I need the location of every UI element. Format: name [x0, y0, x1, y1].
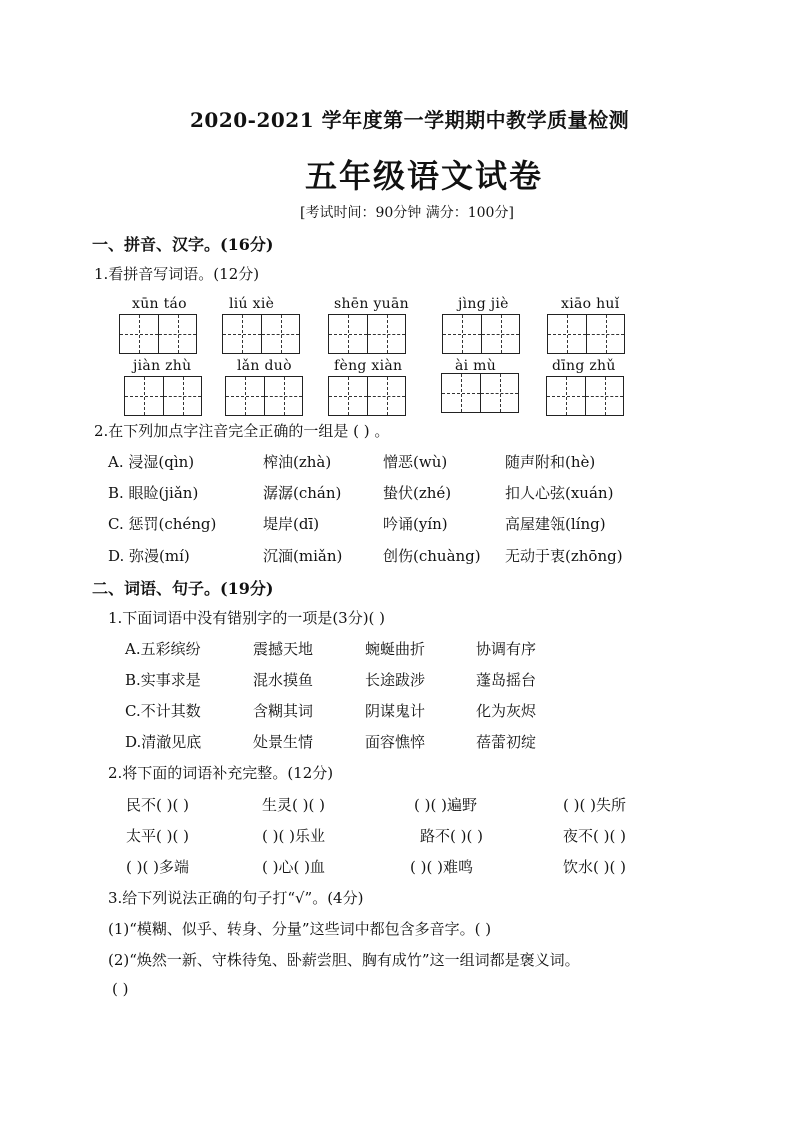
option-text: 面容憔悴 — [365, 733, 426, 751]
exam-title-line1: 2020-2021 学年度第一学期期中教学质量检测 — [190, 108, 630, 132]
fill-blank-item[interactable]: ( )( )难鸣 — [410, 858, 473, 876]
option-text: 吟诵(yín) — [383, 515, 448, 533]
judgment-item[interactable]: (2)“焕然一新、守株待兔、卧薪尝胆、胸有成竹”这一组词都是褒义词。 — [108, 951, 580, 969]
pinyin-label: jiàn zhù — [133, 358, 192, 374]
option-text: 蓓蕾初绽 — [476, 733, 537, 751]
option-text: C.不计其数 — [125, 702, 201, 720]
option-text: 化为灰烬 — [476, 702, 537, 720]
option-text: 堤岸(dī) — [263, 515, 320, 533]
option-text: D. 弥漫(mí) — [108, 547, 190, 565]
fill-blank-item[interactable]: 生灵( )( ) — [262, 796, 325, 814]
option-text: 蓬岛摇台 — [476, 671, 537, 689]
option-text: 阴谋鬼计 — [365, 702, 426, 720]
writing-box[interactable] — [225, 376, 303, 416]
option-text: 憎恶(wù) — [383, 453, 448, 471]
section2-heading: 二、词语、句子。(19分) — [92, 579, 274, 598]
option-text: 榨油(zhà) — [263, 453, 332, 471]
pinyin-label: lǎn duò — [237, 358, 292, 374]
fill-blank-item[interactable]: 夜不( )( ) — [563, 827, 626, 845]
option-text: A. 浸湿(qìn) — [108, 453, 195, 471]
s2-q3-prompt: 3.给下列说法正确的句子打“√”。(4分) — [108, 889, 364, 907]
s2-q1-prompt: 1.下面词语中没有错别字的一项是(3分)( ) — [108, 609, 386, 627]
pinyin-label: shēn yuān — [334, 296, 409, 312]
pinyin-label: jìng jiè — [458, 296, 509, 312]
fill-blank-item[interactable]: ( )( )遍野 — [414, 796, 477, 814]
answer-bracket[interactable]: ( ) — [112, 980, 129, 998]
option-text: 创伤(chuàng) — [383, 547, 481, 565]
option-text: 处景生情 — [253, 733, 314, 751]
fill-blank-item[interactable]: 太平( )( ) — [126, 827, 189, 845]
option-text: 扣人心弦(xuán) — [505, 484, 614, 502]
writing-box[interactable] — [222, 314, 300, 354]
writing-box[interactable] — [546, 376, 624, 416]
option-text: B. 眼睑(jiǎn) — [108, 484, 199, 502]
option-text: 长途跋涉 — [365, 671, 426, 689]
writing-box[interactable] — [441, 373, 519, 413]
judgment-item[interactable]: (1)“模糊、似乎、转身、分量”这些词中都包含多音字。( ) — [108, 920, 492, 938]
option-text: B.实事求是 — [125, 671, 201, 689]
option-text: 混水摸鱼 — [253, 671, 314, 689]
pinyin-label: fèng xiàn — [334, 358, 403, 374]
pinyin-label: xūn táo — [132, 296, 187, 312]
s1-q1-prompt: 1.看拼音写词语。(12分) — [94, 265, 260, 283]
option-text: 沉湎(miǎn) — [263, 547, 343, 565]
fill-blank-item[interactable]: ( )( )乐业 — [262, 827, 325, 845]
exam-title-line2: 五年级语文试卷 — [305, 157, 544, 195]
writing-box[interactable] — [119, 314, 197, 354]
writing-box[interactable] — [328, 314, 406, 354]
fill-blank-item[interactable]: ( )心( )血 — [262, 858, 325, 876]
option-text: 协调有序 — [476, 640, 537, 658]
option-text: 潺潺(chán) — [263, 484, 342, 502]
option-text: C. 惩罚(chéng) — [108, 515, 217, 533]
s2-q2-prompt: 2.将下面的词语补充完整。(12分) — [108, 764, 334, 782]
exam-info: [考试时间：90分钟 满分：100分] — [300, 205, 514, 221]
option-text: A.五彩缤纷 — [125, 640, 201, 658]
fill-blank-item[interactable]: ( )( )失所 — [563, 796, 626, 814]
option-text: 震撼天地 — [253, 640, 314, 658]
s1-q2-prompt: 2.在下列加点字注音完全正确的一组是 ( ) 。 — [94, 422, 390, 440]
writing-box[interactable] — [547, 314, 625, 354]
pinyin-label: xiāo huǐ — [561, 296, 620, 312]
option-text: D.清澈见底 — [125, 733, 202, 751]
option-text: 随声附和(hè) — [505, 453, 596, 471]
writing-box[interactable] — [442, 314, 520, 354]
fill-blank-item[interactable]: 饮水( )( ) — [563, 858, 626, 876]
option-text: 高屋建瓴(líng) — [505, 515, 606, 533]
option-text: 含糊其词 — [253, 702, 314, 720]
option-text: 蜿蜒曲折 — [365, 640, 426, 658]
pinyin-label: dīng zhǔ — [552, 358, 616, 374]
section1-heading: 一、拼音、汉字。(16分) — [92, 235, 274, 254]
pinyin-label: ài mù — [455, 358, 497, 374]
writing-box[interactable] — [328, 376, 406, 416]
fill-blank-item[interactable]: 路不( )( ) — [420, 827, 483, 845]
writing-box[interactable] — [124, 376, 202, 416]
fill-blank-item[interactable]: 民不( )( ) — [126, 796, 189, 814]
pinyin-label: liú xiè — [229, 296, 275, 312]
option-text: 无动于衷(zhōng) — [505, 547, 623, 565]
fill-blank-item[interactable]: ( )( )多端 — [126, 858, 189, 876]
option-text: 蛰伏(zhé) — [383, 484, 452, 502]
